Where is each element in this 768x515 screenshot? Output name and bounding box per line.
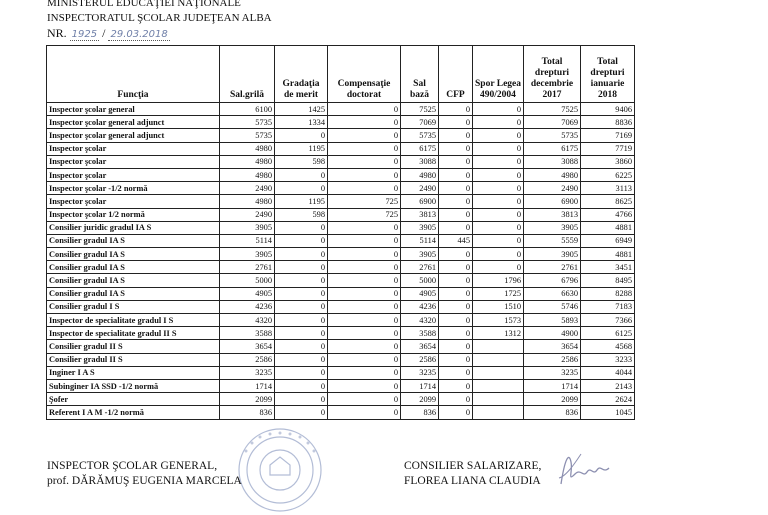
value-cell: 4881	[581, 248, 635, 261]
value-cell: 1714	[220, 379, 275, 392]
value-cell: 4900	[524, 327, 581, 340]
table-row	[47, 116, 635, 129]
function-cell: Inspector şcolar -1/2 normă	[47, 182, 220, 195]
value-cell: 0	[275, 406, 328, 419]
value-cell: 2490	[524, 182, 581, 195]
value-cell: 3905	[220, 221, 275, 234]
nr-value: 1925	[71, 29, 98, 40]
value-cell: 598	[275, 155, 328, 168]
col-header: Gradaţia de merit	[275, 46, 328, 103]
value-cell: 5746	[524, 300, 581, 313]
value-cell: 836	[220, 406, 275, 419]
value-cell: 0	[328, 261, 401, 274]
value-cell: 0	[439, 353, 473, 366]
value-cell: 6175	[524, 142, 581, 155]
table-row	[47, 274, 635, 287]
value-cell: 2143	[581, 379, 635, 392]
value-cell: 0	[275, 327, 328, 340]
left-signatory-name: prof. DĂRĂMUŞ EUGENIA MARCELA	[47, 475, 242, 487]
value-cell: 1714	[401, 379, 439, 392]
value-cell: 6900	[401, 195, 439, 208]
value-cell: 1425	[275, 103, 328, 116]
value-cell: 4320	[401, 314, 439, 327]
value-cell: 0	[473, 129, 524, 142]
value-cell: 445	[439, 234, 473, 247]
value-cell: 3905	[401, 248, 439, 261]
value-cell: 836	[401, 406, 439, 419]
value-cell: 7366	[581, 314, 635, 327]
value-cell: 4980	[220, 195, 275, 208]
value-cell: 4980	[524, 168, 581, 181]
value-cell: 2761	[524, 261, 581, 274]
value-cell: 4980	[401, 168, 439, 181]
value-cell: 0	[439, 195, 473, 208]
table-row	[47, 340, 635, 353]
value-cell: 8625	[581, 195, 635, 208]
table-row	[47, 234, 635, 247]
col-header: Spor Legea 490/2004	[473, 46, 524, 103]
table-row	[47, 314, 635, 327]
value-cell: 0	[328, 248, 401, 261]
value-cell: 3813	[524, 208, 581, 221]
value-cell: 0	[328, 129, 401, 142]
value-cell: 4320	[220, 314, 275, 327]
value-cell: 0	[439, 327, 473, 340]
value-cell: 0	[275, 300, 328, 313]
value-cell: 0	[275, 248, 328, 261]
value-cell: 0	[439, 379, 473, 392]
function-cell: Consilier gradul IA S	[47, 287, 220, 300]
value-cell: 0	[439, 182, 473, 195]
value-cell: 3813	[401, 208, 439, 221]
value-cell: 0	[473, 168, 524, 181]
value-cell: 4980	[220, 155, 275, 168]
value-cell: 0	[439, 366, 473, 379]
value-cell: 1510	[473, 300, 524, 313]
value-cell: 7069	[524, 116, 581, 129]
value-cell: 2490	[220, 208, 275, 221]
value-cell: 4905	[220, 287, 275, 300]
value-cell: 0	[328, 182, 401, 195]
col-header: Total drepturi ianuarie 2018	[581, 46, 635, 103]
table-row	[47, 379, 635, 392]
value-cell: 2586	[524, 353, 581, 366]
function-cell: Şofer	[47, 393, 220, 406]
value-cell: 8495	[581, 274, 635, 287]
value-cell: 7525	[524, 103, 581, 116]
table-row	[47, 221, 635, 234]
value-cell: 3905	[524, 221, 581, 234]
value-cell: 0	[473, 182, 524, 195]
value-cell: 0	[328, 379, 401, 392]
value-cell: 0	[439, 129, 473, 142]
value-cell: 0	[473, 103, 524, 116]
value-cell: 1796	[473, 274, 524, 287]
right-signatory-title: CONSILIER SALARIZARE,	[404, 460, 542, 472]
function-cell: Consilier gradul IA S	[47, 274, 220, 287]
table-row	[47, 366, 635, 379]
value-cell: 0	[275, 340, 328, 353]
value-cell: 2490	[220, 182, 275, 195]
value-cell: 0	[275, 182, 328, 195]
function-cell: Inginer I A S	[47, 366, 220, 379]
table-header-row	[47, 46, 635, 103]
value-cell: 7525	[401, 103, 439, 116]
value-cell: 3588	[401, 327, 439, 340]
value-cell: 4236	[220, 300, 275, 313]
table-row	[47, 327, 635, 340]
function-cell: Consilier gradul IA S	[47, 234, 220, 247]
value-cell: 0	[473, 208, 524, 221]
value-cell: 0	[439, 155, 473, 168]
value-cell: 6225	[581, 168, 635, 181]
value-cell: 0	[473, 261, 524, 274]
value-cell: 0	[275, 353, 328, 366]
official-stamp	[230, 425, 330, 515]
value-cell: 9406	[581, 103, 635, 116]
value-cell: 0	[328, 300, 401, 313]
value-cell	[473, 393, 524, 406]
value-cell: 5559	[524, 234, 581, 247]
value-cell: 6796	[524, 274, 581, 287]
function-cell: Inspector şcolar general adjunct	[47, 129, 220, 142]
col-header: Compensaţie doctorat	[328, 46, 401, 103]
table-row	[47, 168, 635, 181]
value-cell: 3654	[220, 340, 275, 353]
value-cell: 8288	[581, 287, 635, 300]
value-cell: 0	[328, 327, 401, 340]
value-cell: 3113	[581, 182, 635, 195]
date-value: 29.03.2018	[110, 29, 168, 40]
value-cell: 0	[328, 221, 401, 234]
value-cell: 1312	[473, 327, 524, 340]
value-cell: 5735	[220, 116, 275, 129]
value-cell: 2624	[581, 393, 635, 406]
function-cell: Consilier gradul II S	[47, 353, 220, 366]
table-row	[47, 155, 635, 168]
value-cell: 0	[328, 353, 401, 366]
value-cell: 725	[328, 208, 401, 221]
value-cell: 2761	[401, 261, 439, 274]
value-cell: 2099	[401, 393, 439, 406]
value-cell: 0	[328, 366, 401, 379]
value-cell: 1573	[473, 314, 524, 327]
value-cell: 0	[328, 142, 401, 155]
value-cell: 8836	[581, 116, 635, 129]
function-cell: Inspector şcolar 1/2 normă	[47, 208, 220, 221]
value-cell: 0	[439, 406, 473, 419]
value-cell: 5735	[524, 129, 581, 142]
value-cell: 0	[439, 208, 473, 221]
value-cell: 3235	[220, 366, 275, 379]
value-cell: 4044	[581, 366, 635, 379]
salary-table	[46, 45, 635, 420]
value-cell: 2761	[220, 261, 275, 274]
function-cell: Inspector şcolar	[47, 142, 220, 155]
value-cell: 598	[275, 208, 328, 221]
table-row	[47, 142, 635, 155]
value-cell: 5000	[401, 274, 439, 287]
value-cell: 4980	[220, 142, 275, 155]
value-cell: 4568	[581, 340, 635, 353]
col-header: Total drepturi decembrie 2017	[524, 46, 581, 103]
value-cell	[473, 340, 524, 353]
function-cell: Inspector şcolar	[47, 155, 220, 168]
value-cell: 3088	[401, 155, 439, 168]
value-cell: 7183	[581, 300, 635, 313]
value-cell: 6630	[524, 287, 581, 300]
value-cell: 2099	[220, 393, 275, 406]
value-cell: 0	[439, 248, 473, 261]
value-cell: 0	[328, 155, 401, 168]
value-cell: 0	[439, 221, 473, 234]
col-header: Funcţia	[47, 46, 220, 103]
value-cell: 0	[439, 116, 473, 129]
value-cell: 0	[275, 129, 328, 142]
function-cell: Inspector şcolar	[47, 195, 220, 208]
value-cell: 6100	[220, 103, 275, 116]
value-cell: 0	[328, 406, 401, 419]
value-cell: 5000	[220, 274, 275, 287]
value-cell: 2586	[220, 353, 275, 366]
value-cell: 0	[439, 261, 473, 274]
value-cell: 0	[275, 379, 328, 392]
function-cell: Consilier juridic gradul IA S	[47, 221, 220, 234]
value-cell: 0	[328, 116, 401, 129]
value-cell: 3905	[401, 221, 439, 234]
value-cell: 6949	[581, 234, 635, 247]
value-cell: 0	[473, 116, 524, 129]
value-cell: 3088	[524, 155, 581, 168]
value-cell: 725	[328, 195, 401, 208]
value-cell: 0	[275, 314, 328, 327]
value-cell: 5893	[524, 314, 581, 327]
function-cell: Subinginer IA SSD -1/2 normă	[47, 379, 220, 392]
value-cell: 0	[328, 168, 401, 181]
value-cell: 5114	[401, 234, 439, 247]
value-cell: 0	[439, 393, 473, 406]
value-cell: 1195	[275, 195, 328, 208]
value-cell: 6175	[401, 142, 439, 155]
value-cell: 3451	[581, 261, 635, 274]
value-cell: 1714	[524, 379, 581, 392]
value-cell: 0	[275, 234, 328, 247]
function-cell: Consilier gradul IA S	[47, 248, 220, 261]
col-header: Sal.grilă	[220, 46, 275, 103]
table-row	[47, 195, 635, 208]
value-cell: 836	[524, 406, 581, 419]
value-cell: 4766	[581, 208, 635, 221]
value-cell: 0	[275, 287, 328, 300]
table-row	[47, 300, 635, 313]
value-cell	[473, 366, 524, 379]
ministry-name: MINISTERUL EDUCAŢIEI NAŢIONALE	[47, 0, 241, 9]
value-cell: 0	[328, 340, 401, 353]
function-cell: Inspector de specialitate gradul II S	[47, 327, 220, 340]
value-cell: 0	[275, 366, 328, 379]
value-cell: 0	[439, 287, 473, 300]
value-cell: 0	[328, 287, 401, 300]
function-cell: Inspector şcolar	[47, 168, 220, 181]
value-cell: 1195	[275, 142, 328, 155]
value-cell	[473, 353, 524, 366]
value-cell: 4905	[401, 287, 439, 300]
table-row	[47, 208, 635, 221]
function-cell: Consilier gradul II S	[47, 340, 220, 353]
function-cell: Inspector şcolar general	[47, 103, 220, 116]
value-cell: 0	[275, 168, 328, 181]
value-cell: 3860	[581, 155, 635, 168]
value-cell: 2490	[401, 182, 439, 195]
value-cell: 0	[473, 142, 524, 155]
value-cell: 3235	[401, 366, 439, 379]
registration-number: NR. 1925 / 29.03.2018	[47, 26, 168, 40]
value-cell: 0	[473, 195, 524, 208]
value-cell: 4236	[401, 300, 439, 313]
table-row	[47, 103, 635, 116]
value-cell: 0	[439, 103, 473, 116]
value-cell: 3235	[524, 366, 581, 379]
function-cell: Inspector de specialitate gradul I S	[47, 314, 220, 327]
value-cell: 0	[275, 221, 328, 234]
right-signatory-name: FLOREA LIANA CLAUDIA	[404, 475, 541, 487]
value-cell: 0	[328, 314, 401, 327]
table-row	[47, 261, 635, 274]
signature	[555, 448, 615, 488]
value-cell: 4980	[220, 168, 275, 181]
value-cell: 0	[439, 314, 473, 327]
col-header: CFP	[439, 46, 473, 103]
value-cell: 0	[473, 155, 524, 168]
value-cell: 0	[328, 234, 401, 247]
value-cell: 5735	[220, 129, 275, 142]
function-cell: Consilier gradul IA S	[47, 261, 220, 274]
value-cell	[473, 379, 524, 392]
value-cell: 7069	[401, 116, 439, 129]
value-cell: 0	[275, 274, 328, 287]
value-cell: 0	[439, 300, 473, 313]
function-cell: Referent I A M -1/2 normă	[47, 406, 220, 419]
value-cell: 5114	[220, 234, 275, 247]
value-cell: 0	[473, 221, 524, 234]
value-cell: 5735	[401, 129, 439, 142]
value-cell: 0	[439, 142, 473, 155]
value-cell: 3654	[401, 340, 439, 353]
value-cell: 1045	[581, 406, 635, 419]
inspectorate-name: INSPECTORATUL ŞCOLAR JUDEŢEAN ALBA	[47, 12, 272, 24]
table-row	[47, 287, 635, 300]
value-cell: 3905	[524, 248, 581, 261]
col-header: Sal bază	[401, 46, 439, 103]
function-cell: Inspector şcolar general adjunct	[47, 116, 220, 129]
value-cell: 3233	[581, 353, 635, 366]
value-cell: 3905	[220, 248, 275, 261]
value-cell: 3588	[220, 327, 275, 340]
value-cell: 7719	[581, 142, 635, 155]
value-cell	[473, 406, 524, 419]
table-row	[47, 182, 635, 195]
value-cell: 3654	[524, 340, 581, 353]
nr-label: NR.	[47, 26, 67, 40]
function-cell: Consilier gradul I S	[47, 300, 220, 313]
value-cell: 0	[473, 234, 524, 247]
left-signatory-title: INSPECTOR ŞCOLAR GENERAL,	[47, 460, 218, 472]
value-cell: 0	[328, 274, 401, 287]
value-cell: 0	[473, 248, 524, 261]
value-cell: 1334	[275, 116, 328, 129]
table-row	[47, 406, 635, 419]
value-cell: 0	[275, 393, 328, 406]
table-row	[47, 393, 635, 406]
value-cell: 0	[328, 103, 401, 116]
value-cell: 2586	[401, 353, 439, 366]
value-cell: 6125	[581, 327, 635, 340]
table-row	[47, 248, 635, 261]
table-row	[47, 129, 635, 142]
value-cell: 7169	[581, 129, 635, 142]
value-cell: 4881	[581, 221, 635, 234]
value-cell: 0	[328, 393, 401, 406]
value-cell: 6900	[524, 195, 581, 208]
value-cell: 1725	[473, 287, 524, 300]
value-cell: 0	[439, 274, 473, 287]
value-cell: 0	[439, 168, 473, 181]
value-cell: 0	[439, 340, 473, 353]
value-cell: 2099	[524, 393, 581, 406]
value-cell: 0	[275, 261, 328, 274]
table-row	[47, 353, 635, 366]
